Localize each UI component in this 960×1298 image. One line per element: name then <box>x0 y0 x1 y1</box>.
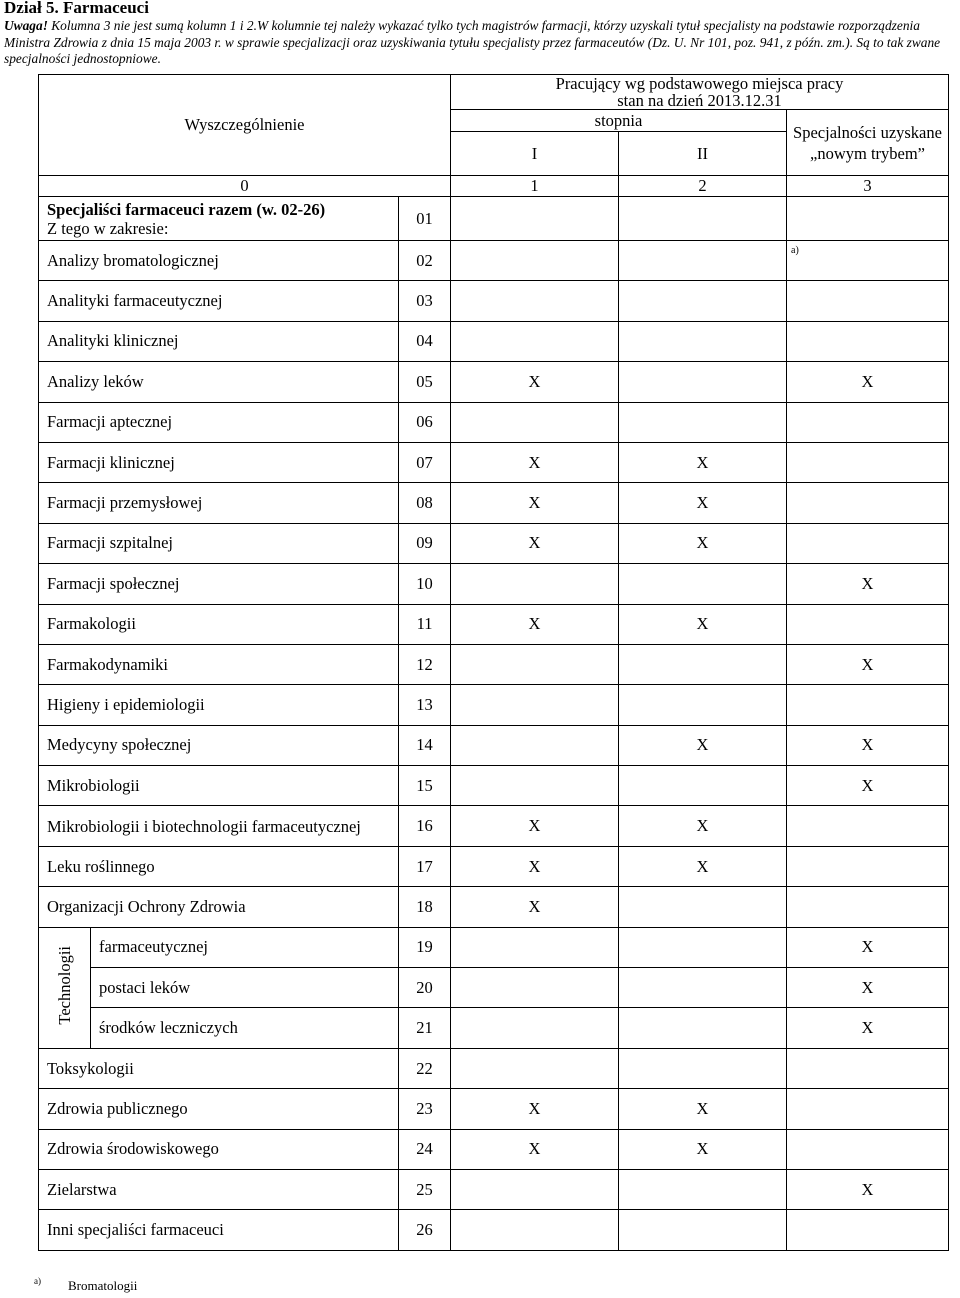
cell-col-3 <box>787 1089 949 1129</box>
cell-col-1 <box>451 1210 619 1250</box>
cell-col-3: X <box>787 1008 949 1048</box>
cell-col-3: X <box>787 766 949 806</box>
cell-col-2 <box>619 1008 787 1048</box>
cell-col-2 <box>619 644 787 684</box>
row-label: Leku roślinnego <box>39 846 399 886</box>
cell-col-2 <box>619 362 787 402</box>
cell-col-1 <box>451 281 619 321</box>
total-sub-label: Z tego w zakresie: <box>47 218 169 238</box>
cell-col-2: X <box>619 604 787 644</box>
table-row <box>39 1210 949 1250</box>
row-code: 07 <box>399 442 451 482</box>
header-wyszczegolnienie: Wyszczególnienie <box>39 75 451 176</box>
cell-col-2: X <box>619 523 787 563</box>
table-row <box>39 321 949 361</box>
row-code: 21 <box>399 1008 451 1048</box>
table-row <box>39 604 949 644</box>
cell-col-3 <box>787 483 949 523</box>
cell-col-2 <box>619 564 787 604</box>
cell-col-3 <box>787 887 949 927</box>
cell-col-3 <box>787 281 949 321</box>
header-stopien-II: II <box>619 132 787 176</box>
technologii-group-label <box>39 927 91 1048</box>
header-specjalnosci: Specjalności uzyskane „nowym trybem” <box>787 110 949 176</box>
col-num-2: 2 <box>619 176 787 197</box>
row-code: 26 <box>399 1210 451 1250</box>
cell-col-3: X <box>787 725 949 765</box>
cell-col-1 <box>451 197 619 241</box>
cell-col-1 <box>451 927 619 967</box>
row-label: Farmacji społecznej <box>39 564 399 604</box>
cell-col-1 <box>451 1008 619 1048</box>
cell-col-2 <box>619 197 787 241</box>
cell-col-1 <box>451 644 619 684</box>
row-code: 16 <box>399 806 451 846</box>
cell-col-2 <box>619 1169 787 1209</box>
cell-col-1: X <box>451 483 619 523</box>
cell-col-2: X <box>619 1129 787 1169</box>
row-code: 23 <box>399 1089 451 1129</box>
cell-col-2 <box>619 887 787 927</box>
cell-col-1: X <box>451 806 619 846</box>
cell-col-3 <box>787 604 949 644</box>
cell-col-3 <box>787 523 949 563</box>
cell-col-1 <box>451 725 619 765</box>
specialists-table <box>38 74 949 1251</box>
row-code: 13 <box>399 685 451 725</box>
cell-col-1 <box>451 685 619 725</box>
table-row <box>39 241 949 281</box>
row-code: 11 <box>399 604 451 644</box>
table-row <box>39 887 949 927</box>
table-row <box>39 846 949 886</box>
cell-col-3: X <box>787 362 949 402</box>
row-label: postaci leków <box>91 968 399 1008</box>
table-row <box>39 644 949 684</box>
table-row <box>39 806 949 846</box>
cell-col-1: X <box>451 442 619 482</box>
table-row <box>39 1089 949 1129</box>
cell-col-2: X <box>619 846 787 886</box>
cell-col-3: X <box>787 564 949 604</box>
row-label: Farmakodynamiki <box>39 644 399 684</box>
cell-col-1 <box>451 1048 619 1088</box>
table-row <box>39 362 949 402</box>
cell-col-1: X <box>451 604 619 644</box>
cell-col-2 <box>619 1048 787 1088</box>
cell-col-2 <box>619 402 787 442</box>
table-row <box>39 968 949 1008</box>
col-num-0: 0 <box>39 176 451 197</box>
cell-col-2 <box>619 241 787 281</box>
cell-col-2 <box>619 281 787 321</box>
row-code: 25 <box>399 1169 451 1209</box>
cell-col-1 <box>451 968 619 1008</box>
footnote <box>34 1276 138 1293</box>
row-code: 04 <box>399 321 451 361</box>
cell-col-3 <box>787 1210 949 1250</box>
technologii-label: Technologii <box>54 945 74 1025</box>
row-label: Toksykologii <box>39 1048 399 1088</box>
row-label: Medycyny społecznej <box>39 725 399 765</box>
cell-col-3 <box>787 321 949 361</box>
row-label <box>39 806 399 846</box>
row-label: Farmacji aptecznej <box>39 402 399 442</box>
cell-col-2: X <box>619 483 787 523</box>
table-row <box>39 1129 949 1169</box>
row-label: Farmacji szpitalnej <box>39 523 399 563</box>
table-row-total <box>39 197 949 241</box>
cell-col-3: X <box>787 968 949 1008</box>
header-pracujacy <box>451 75 949 110</box>
header-pracujacy-text: Pracujący wg podstawowego miejsca pracy <box>555 74 844 93</box>
cell-col-1: X <box>451 1129 619 1169</box>
note-text: Kolumna 3 nie jest sumą kolumn 1 i 2.W kolumnie tej należy wykazać tylko tych magistrów farmacji, którzy uzyskali tytuł specjalisty na podstawie rozporządzenia Ministra Zdrowia z dnia 15 maja 2003 r. w sprawie specjalizacji oraz uzyskiwania tytułu specjalisty przez farmaceutów (Dz. U. Nr 101, poz. 941, z późn. zm.). Są to tak zwane specjalności jednostopniowe. <box>4 18 941 66</box>
row-label: Analizy bromatologicznej <box>39 241 399 281</box>
cell-col-1 <box>451 321 619 361</box>
table-row <box>39 442 949 482</box>
row-label: Analizy leków <box>39 362 399 402</box>
table-row <box>39 725 949 765</box>
cell-col-3: X <box>787 644 949 684</box>
row-code: 06 <box>399 402 451 442</box>
cell-col-3 <box>787 1129 949 1169</box>
row-label: Organizacji Ochrony Zdrowia <box>39 887 399 927</box>
table-row <box>39 483 949 523</box>
cell-col-1 <box>451 564 619 604</box>
cell-col-1: X <box>451 846 619 886</box>
row-code: 22 <box>399 1048 451 1088</box>
row-code: 14 <box>399 725 451 765</box>
row-label <box>39 197 399 241</box>
cell-col-1: X <box>451 887 619 927</box>
total-label: Specjaliści farmaceuci razem (w. 02-26) <box>47 199 326 219</box>
row-code: 01 <box>399 197 451 241</box>
table-row <box>39 766 949 806</box>
row-code: 03 <box>399 281 451 321</box>
header-stan: stan na dzień 2013.12.31 <box>617 91 782 110</box>
footnote-text: Bromatologii <box>68 1278 138 1293</box>
cell-col-2 <box>619 766 787 806</box>
cell-col-3: X <box>787 927 949 967</box>
cell-col-2: X <box>619 725 787 765</box>
row-code: 02 <box>399 241 451 281</box>
cell-col-3 <box>787 685 949 725</box>
cell-col-2: X <box>619 806 787 846</box>
cell-col-2 <box>619 1210 787 1250</box>
cell-col-1 <box>451 766 619 806</box>
row-label-text: Mikrobiologii i biotechnologii farmaceutycznej <box>47 816 361 836</box>
row-label: Analityki farmaceutycznej <box>39 281 399 321</box>
row-label: Mikrobiologii <box>39 766 399 806</box>
table-row <box>39 402 949 442</box>
cell-col-1: X <box>451 1089 619 1129</box>
row-code: 05 <box>399 362 451 402</box>
row-label: Zielarstwa <box>39 1169 399 1209</box>
cell-col-3 <box>787 442 949 482</box>
footnote-mark: a) <box>34 1276 41 1286</box>
row-code: 20 <box>399 968 451 1008</box>
section-note <box>4 18 954 68</box>
header-stopnia: stopnia <box>451 110 787 132</box>
row-code: 18 <box>399 887 451 927</box>
cell-col-3 <box>787 806 949 846</box>
header-stopien-I: I <box>451 132 619 176</box>
row-code: 24 <box>399 1129 451 1169</box>
row-label: środków leczniczych <box>91 1008 399 1048</box>
table-row <box>39 927 949 967</box>
table-row <box>39 685 949 725</box>
table-row <box>39 564 949 604</box>
cell-col-3 <box>787 1048 949 1088</box>
table-row <box>39 1169 949 1209</box>
row-code: 08 <box>399 483 451 523</box>
cell-col-1: X <box>451 362 619 402</box>
row-code: 09 <box>399 523 451 563</box>
col-num-1: 1 <box>451 176 619 197</box>
row-label: Farmacji klinicznej <box>39 442 399 482</box>
row-code: 10 <box>399 564 451 604</box>
table-row <box>39 281 949 321</box>
row-code: 15 <box>399 766 451 806</box>
row-code: 17 <box>399 846 451 886</box>
row-label: Zdrowia środowiskowego <box>39 1129 399 1169</box>
table-row <box>39 523 949 563</box>
cell-col-3 <box>787 402 949 442</box>
note-label: Uwaga! <box>4 18 48 33</box>
cell-col-3 <box>787 197 949 241</box>
row-code: 19 <box>399 927 451 967</box>
row-label: Zdrowia publicznego <box>39 1089 399 1129</box>
cell-col-1 <box>451 241 619 281</box>
cell-col-2 <box>619 321 787 361</box>
cell-col-1 <box>451 1169 619 1209</box>
row-label: Inni specjaliści farmaceuci <box>39 1210 399 1250</box>
cell-col-1 <box>451 402 619 442</box>
section-title: Dział 5. Farmaceuci <box>4 0 149 17</box>
cell-col-3: a) <box>787 241 949 281</box>
row-label: farmaceutycznej <box>91 927 399 967</box>
table-row <box>39 1008 949 1048</box>
table-row <box>39 1048 949 1088</box>
col-num-3: 3 <box>787 176 949 197</box>
row-label: Farmacji przemysłowej <box>39 483 399 523</box>
row-code: 12 <box>399 644 451 684</box>
cell-col-3: X <box>787 1169 949 1209</box>
cell-col-2 <box>619 685 787 725</box>
cell-col-2 <box>619 927 787 967</box>
cell-col-2: X <box>619 442 787 482</box>
row-label: Higieny i epidemiologii <box>39 685 399 725</box>
cell-col-1: X <box>451 523 619 563</box>
row-label: Farmakologii <box>39 604 399 644</box>
cell-col-2 <box>619 968 787 1008</box>
cell-col-3 <box>787 846 949 886</box>
cell-col-2: X <box>619 1089 787 1129</box>
row-label: Analityki klinicznej <box>39 321 399 361</box>
